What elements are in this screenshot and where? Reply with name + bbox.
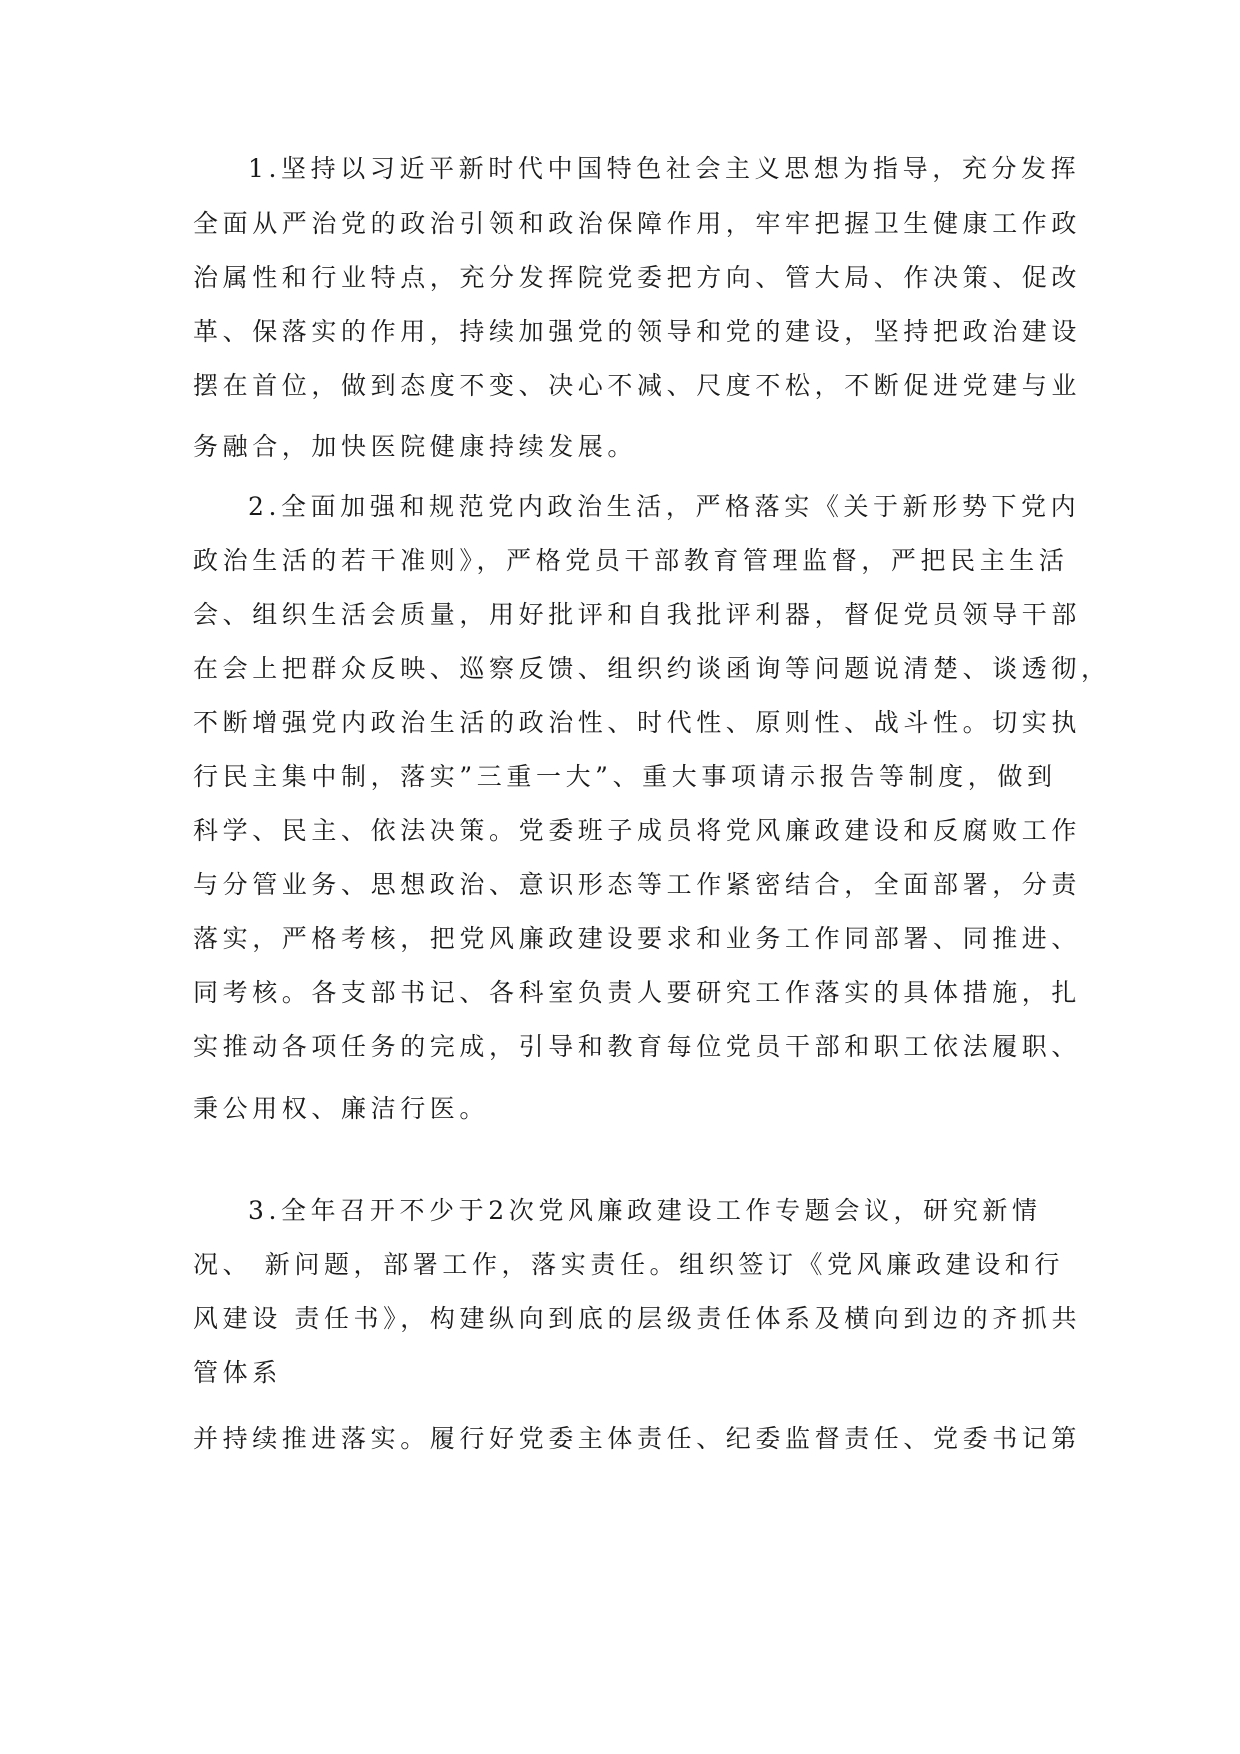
paragraph-1-line-5: 摆在首位，做到态度不变、决心不减、尺度不松，不断促进党建与业 bbox=[193, 371, 1082, 400]
paragraph-3-line-4: 管体系 bbox=[193, 1358, 282, 1387]
paragraph-2-line-10: 同考核。各支部书记、各科室负责人要研究工作落实的具体措施，扎 bbox=[193, 978, 1082, 1007]
paragraph-1-line-2: 全面从严治党的政治引领和政治保障作用，牢牢把握卫生健康工作政 bbox=[193, 209, 1082, 238]
paragraph-2-line-5: 不断增强党内政治生活的政治性、时代性、原则性、战斗性。切实执 bbox=[193, 708, 1082, 737]
paragraph-2-line-4: 在会上把群众反映、巡察反馈、组织约谈函询等问题说清楚、谈透彻， bbox=[193, 654, 1111, 683]
paragraph-3-line-1: 3.全年召开不少于2次党风廉政建设工作专题会议，研究新情 bbox=[248, 1196, 1042, 1225]
paragraph-1-line-3: 治属性和行业特点，充分发挥院党委把方向、管大局、作决策、促改 bbox=[193, 263, 1082, 292]
paragraph-2-line-8: 与分管业务、思想政治、意识形态等工作紧密结合，全面部署，分责 bbox=[193, 870, 1082, 899]
paragraph-1-line-1: 1.坚持以习近平新时代中国特色社会主义思想为指导，充分发挥 bbox=[248, 154, 1081, 183]
paragraph-3-line-5: 并持续推进落实。履行好党委主体责任、纪委监督责任、党委书记第 bbox=[193, 1424, 1082, 1453]
paragraph-1-line-6: 务融合，加快医院健康持续发展。 bbox=[193, 432, 638, 461]
paragraph-3-line-2: 况、 新问题，部署工作，落实责任。组织签订《党风廉政建设和行 bbox=[193, 1250, 1064, 1279]
paragraph-2-line-12: 秉公用权、廉洁行医。 bbox=[193, 1094, 490, 1123]
paragraph-2-line-6: 行民主集中制，落实”三重一大”、重大事项请示报告等制度，做到 bbox=[193, 762, 1057, 791]
paragraph-2-line-2: 政治生活的若干准则》，严格党员干部教育管理监督，严把民主生活 bbox=[193, 546, 1069, 575]
paragraph-2-line-1: 2.全面加强和规范党内政治生活，严格落实《关于新形势下党内 bbox=[248, 492, 1081, 521]
paragraph-1-line-4: 革、保落实的作用，持续加强党的领导和党的建设，坚持把政治建设 bbox=[193, 317, 1082, 346]
paragraph-2-line-9: 落实，严格考核，把党风廉政建设要求和业务工作同部署、同推进、 bbox=[193, 924, 1082, 953]
paragraph-2-line-11: 实推动各项任务的完成，引导和教育每位党员干部和职工依法履职、 bbox=[193, 1032, 1082, 1061]
paragraph-3-line-3: 风建设 责任书》，构建纵向到底的层级责任体系及横向到边的齐抓共 bbox=[193, 1304, 1082, 1333]
paragraph-2-line-3: 会、组织生活会质量，用好批评和自我批评利器，督促党员领导干部 bbox=[193, 600, 1082, 629]
paragraph-2-line-7: 科学、民主、依法决策。党委班子成员将党风廉政建设和反腐败工作 bbox=[193, 816, 1082, 845]
